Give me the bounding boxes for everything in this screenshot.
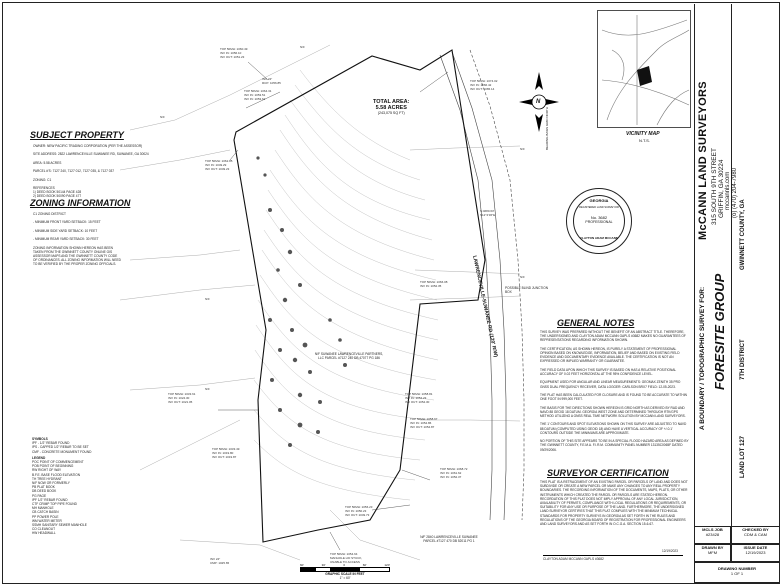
svg-text:INV OUT: 1054.30: INV OUT: 1054.30 (405, 400, 430, 404)
svg-text:UNABLE TO ACCESS: UNABLE TO ACCESS (330, 560, 360, 564)
general-notes-body (540, 330, 690, 452)
svg-text:INV OUT: 1065.14: INV OUT: 1065.14 (470, 87, 495, 91)
svg-text:INV IN: 1049.29: INV IN: 1049.29 (205, 163, 227, 167)
svg-text:INV IN: 1052.35: INV IN: 1052.35 (420, 284, 442, 288)
svg-text:TOP 50MH: 1064.31: TOP 50MH: 1064.31 (244, 89, 272, 93)
svg-text:INV OUT: 1051.23: INV OUT: 1051.23 (220, 55, 245, 59)
scale-tick: 60' (300, 563, 304, 567)
client-name: FORESITE GROUP (712, 273, 727, 390)
seal-name: CLAYTON ADAM MCCANN (579, 236, 619, 240)
issue-date-cell (731, 544, 780, 562)
legend-item: DB DEED BOOK (32, 489, 57, 494)
zoning-note: ZONING INFORMATION SHOWN HEREON HAS BEEN TAKEN FROM THE GWINNETT COUNTY ONLINE GIS ASSESSOR MAPS AND THE GWINNETT COUNTY CODE OF ORDINANCES. ALL ZONING INFORMATION WILL NEED TO BE VERIFIED BY THE PROPER ZONING OFFICIALS. (33, 245, 121, 267)
scale-tick: 0 (343, 563, 345, 567)
legend-item: PB PLAT BOOK (32, 485, 55, 490)
seal-ring-text: REGISTERED LAND SURVEYOR (579, 206, 619, 209)
checked-by-cell (731, 526, 780, 544)
svg-text:S:4680.63': S:4680.63' (480, 209, 495, 213)
svg-text:TOP 50MH: 1054.64: TOP 50MH: 1054.64 (330, 552, 358, 556)
scale-ratio: 1" = 60' (339, 576, 351, 580)
legend-item: B.F.E. BASE FLOOD ELEVATION (32, 472, 81, 477)
scale-title: GRAPHIC SCALE IN FEET (325, 572, 365, 576)
general-note: EQUIPMENT USED FOR ANGULAR AND LINEAR MEASUREMENTS: GEOMAX ZENITH 35 PRO GNSS DUAL FREQUENCY RECEIVER, DATA LOGGER: CARLSON BRX7 FIELD: 12-05-2023. (540, 380, 681, 389)
svg-text:N/F: N/F (520, 147, 525, 151)
svg-text:RCP: 1056.85: RCP: 1056.85 (262, 81, 281, 85)
scale-tick: 30' (321, 563, 326, 567)
general-note: THE 1' CONTOURS AND SPOT ELEVATIONS SHOWN ON THIS SURVEY ARE ADJUSTED TO NAVD 88 DATUM (COMPUTED USING GEOID 18) AND HAVE A VERTICAL ACCURACY OF +/-0.1' CONTOURS OUTSIDE THE MINIMUMS ARE APPROXIMATE. (540, 422, 687, 435)
reference-1: 1) DEED BOOK 50144 PAGE 428 (33, 190, 82, 195)
site-address-line: SITE ADDRESS: 2822 LAWRENCEVILLE SUWANEE RD, SUWANEE, GA 30024 (33, 152, 149, 157)
total-area-sqft: (243,075 SQ FT) (377, 111, 405, 115)
svg-text:INV OUT: 1049.73: INV OUT: 1049.73 (345, 513, 370, 517)
checked-label: CHECKED BY (742, 527, 769, 532)
svg-text:N/F: N/F (205, 387, 210, 391)
reference-2: 2) DEED BOOK 50090 PAGE 477 (33, 194, 82, 199)
svg-text:TOP 50MH: 1033.49: TOP 50MH: 1033.49 (212, 447, 240, 451)
general-note: THE BASIS FOR THE DIRECTIONS SHOWN HEREON IS GRID NORTH AS DERIVED BY RAD AND NAVD 88 GEOID 18 DATUM. GEORGIA WEST ZONE AND DETERMINED THROUGH RTK/GPS METHOD UTILIZING A GNSS REAL TIME NETWORK SOLUTION BY MCCANN LAND SURVEYORS. (540, 405, 686, 419)
topographic-contours (254, 70, 438, 500)
vicinity-map-scale: N.T.S. (639, 138, 650, 143)
svg-text:INV IN: 1050.23: INV IN: 1050.23 (345, 509, 367, 513)
adjoiner-label-1: N/F SUWANEE LAWRENCEVILLE PARTNERS, LLC PARCEL #7127 240 DB 47077 PG 186 (314, 352, 384, 361)
svg-text:INV IN: 1019.80: INV IN: 1019.80 (212, 451, 234, 455)
vicinity-map (597, 10, 691, 128)
svg-text:INV 24": INV 24" (262, 77, 273, 81)
svg-text:TOP 50MH: 1033.61: TOP 50MH: 1033.61 (168, 392, 196, 396)
drawing-label: DRAWING NUMBER (718, 566, 756, 571)
general-note: NO PORTION OF THIS SITE APPEARS TO BE IN A SPECIAL FLOOD HAZARD AREA AS DEFINED BY THE GWINNETT COUNTY, F.E.M.A. F.I.R.M. COMMUNITY PANEL NUMBER 13135C0065F DATED 09/29/2006. (540, 439, 689, 452)
svg-text:TOP 50MH: 1056.23: TOP 50MH: 1056.23 (345, 505, 373, 509)
north-arrow-icon (517, 70, 561, 140)
svg-text:INV OUT: 1054.87: INV OUT: 1054.87 (410, 425, 435, 429)
seal-professional: PROFESSIONAL (585, 220, 613, 224)
drawing-value: 1 OF 1 (730, 571, 744, 576)
svg-text:INV IN: 1052.37: INV IN: 1052.37 (440, 475, 462, 479)
drawn-by-cell (694, 544, 731, 562)
scale-tick: 60' (362, 563, 367, 567)
company-address-1: 315 SOUTH 9TH STREET (711, 148, 718, 225)
svg-text:TOP 50MH: 1062.85: TOP 50MH: 1062.85 (205, 159, 233, 163)
company-phone: (o) (470) 204-7980 (732, 167, 738, 218)
seal-state: GEORGIA (589, 198, 609, 203)
svg-text:INV IN: 1066.42: INV IN: 1066.42 (470, 83, 492, 87)
svg-text:TOP 50MH: 1058.67: TOP 50MH: 1058.67 (410, 417, 438, 421)
subject-property-title: SUBJECT PROPERTY (30, 130, 124, 140)
zoning-district: C1 ZONING DISTRICT (33, 212, 66, 216)
surveyor-certification-title: SURVEYOR CERTIFICATION (547, 468, 669, 478)
bearing-basis-label: BEARING BASIS GRID NORTH (545, 107, 549, 150)
symbol-ipf: IPF - 1/2" REBAR FOUND (32, 441, 70, 446)
svg-text:N/F: N/F (520, 275, 525, 279)
svg-text:INV OUT: 1019.87: INV OUT: 1019.87 (212, 455, 237, 459)
signature-line (543, 555, 683, 556)
vicinity-map-title: VICINITY MAP (626, 131, 660, 137)
drawn-value: MFM (707, 550, 718, 555)
company-address-2: GRIFFIN, GA 30224 (718, 159, 725, 218)
graphic-scale (300, 563, 390, 580)
zoning-line: ZONING: C1 (33, 177, 52, 182)
svg-text:INV IN: 1053.51: INV IN: 1053.51 (244, 93, 266, 97)
zoning-info-title: ZONING INFORMATION (30, 198, 131, 208)
drawn-label: DRAWN BY (701, 545, 724, 550)
svg-text:INV IN: 1054.23: INV IN: 1054.23 (405, 396, 427, 400)
general-note: THIS SURVEY WAS PREPARED WITHOUT THE BENEFIT OF AN ABSTRACT TITLE. THEREFORE, THE UNDERSIGNED AND CLAYTON ADAM MCCANN GAPLS #3682 MAKES NO GUARANTEES OF REPRESENTATIONS REGARDING INFORMATION SHOWN. (540, 330, 686, 343)
svg-text:N/F: N/F (300, 45, 305, 49)
job-number-cell (694, 526, 731, 544)
survey-type: A BOUNDARY / TOPOGRAPHIC SURVEY FOR: (699, 286, 706, 430)
side-setback: - MINIMUM SIDE YARD SETBACK: 10 FEET (33, 228, 98, 233)
svg-text:INV IN: 1056.10: INV IN: 1056.10 (220, 51, 242, 55)
elevation-callouts (168, 47, 498, 565)
total-area-value: 5.58 ACRES (375, 105, 407, 111)
land-lot-label: LAND LOT 127 (740, 435, 746, 478)
legend-item: POC POINT OF COMMENCEMENT (32, 460, 84, 465)
symbol-ips: IPS - CAPPED 1/2" REBAR TO BE SET (32, 445, 89, 450)
parcel-line: PARCEL #'S: 7127 240, 7127 012, 7127 035, & 7127 037 (33, 169, 115, 174)
title-column-divider (731, 4, 732, 526)
seal-number: No. 3682 (590, 215, 608, 220)
legend-item: IPF 1/2" REBAR FOUND (32, 497, 68, 502)
job-value: #23428 (705, 532, 720, 537)
total-area-block (373, 99, 409, 115)
svg-text:INV IN: 1024.30: INV IN: 1024.30 (168, 396, 190, 400)
svg-text:INV OUT: 1021.05: INV OUT: 1021.05 (168, 400, 193, 404)
svg-text:INV IN: 1054.86: INV IN: 1054.86 (410, 421, 432, 425)
signer-name: CLAYTON ADAM MCCANN GAPLS #3682 (543, 557, 604, 561)
total-area-label: TOTAL AREA: (373, 99, 410, 105)
surveyor-seal (566, 188, 632, 254)
legend-item: MH MANHOLE (32, 506, 54, 511)
callout-leaders (218, 62, 448, 550)
rear-setback: - MINIMUM REAR YARD SETBACK: 30 FEET (33, 237, 99, 242)
general-notes-title: GENERAL NOTES (557, 318, 635, 328)
legend-item: POB POINT OF BEGINNING (32, 464, 74, 469)
road-name-label: LAWRENCEVILLE-SUWANEE RD (120' R/W) (471, 255, 499, 358)
svg-text:N/F: N/F (160, 115, 165, 119)
checked-value: CDM & CAM (744, 532, 767, 537)
area-line: AREA: 5.58 ACRES (33, 160, 62, 165)
legend-item: N/F NOW OR FORMERLY (32, 481, 70, 486)
junction-box-label: POSSIBLE BLIND JUNCTION BOX (505, 286, 549, 295)
issue-label: ISSUE DATE (743, 545, 768, 550)
svg-text:TOP 50MH: 1068.72: TOP 50MH: 1068.72 (440, 467, 468, 471)
legend-item: SSMH SANITARY SEWER MANHOLE (32, 523, 87, 528)
svg-text:INV IN: 1061.62: INV IN: 1061.62 (440, 471, 462, 475)
scale-tick: 120' (384, 563, 390, 567)
svg-text:TOP 50MH: 1058.81: TOP 50MH: 1058.81 (405, 392, 433, 396)
general-note: THE PLAT HAS BEEN CALCULATED FOR CLOSURE AND IS FOUND TO BE ACCURATE TO WITHIN ONE FOOT IN 999,000 FEET. (540, 393, 687, 402)
legend-item: PP POWER POLE (32, 514, 59, 519)
svg-text:S12°4'36"E: S12°4'36"E (480, 213, 496, 217)
svg-text:INV 24": INV 24" (210, 557, 221, 561)
front-setback: - MINIMUM FRONT YARD SETBACK: 15 FEET (33, 220, 101, 225)
legend-item: PG PAGE (32, 493, 47, 498)
company-website: mccannls.com (725, 171, 731, 210)
legend-item: CB CATCH BASIN (32, 510, 59, 515)
certification-date: 12/19/2023 (662, 549, 678, 553)
legend-heading: LEGEND (32, 455, 46, 460)
svg-text:CMP: 1025.65: CMP: 1025.65 (210, 561, 230, 565)
svg-text:INV OUT: 1049.23: INV OUT: 1049.23 (205, 167, 230, 171)
north-label: N (536, 99, 541, 105)
adjoining-parcel-lines (120, 45, 520, 560)
references-heading: REFERENCES (33, 186, 55, 191)
owner-line: OWNER: NEW PACIFIC TRADING CORPORATION (PER THE ASSESSOR) (33, 144, 143, 148)
legend-item: RW RIGHT OF WAY (32, 468, 62, 473)
svg-text:INV IN: 1053.61: INV IN: 1053.61 (244, 97, 266, 101)
certification-text: THIS PLAT IS A RETRACEMENT OF AN EXISTING PARCEL OR PARCELS OF LAND AND DOES NOT SUBDIVIDE OR CREATE A NEW PARCEL OR MAKE ANY CHANGES TO ANY REAL PROPERTY BOUNDARIES. THE RECORDING INFORMATION OF THE DOCUMENTS, MAPS, PLATS, OR OTHER INSTRUMENTS WHICH CREATED THE PARCEL OR PARCELS ARE STATED HEREON. RECORDATION OF THIS PLAT DOES NOT IMPLY APPROVAL OF ANY LOCAL JURISDICTION, AVAILABILITY OF PERMITS, COMPLIANCE WITH LOCAL REGULATIONS OR REQUIREMENTS, OR SUITABILITY FOR ANY USE OR PURPOSE OF THE LAND. FURTHERMORE, THE UNDERSIGNED LAND SURVEYOR CERTIFIES THAT THIS PLAT COMPLIES WITH THE MINIMUM TECHNICAL STANDARDS FOR PROPERTY SURVEYS IN GEORGIA AS SET FORTH IN THE RULES AND REGULATIONS OF THE GEORGIA BOARD OF REGISTRATION FOR PROFESSIONAL ENGINEERS AND LAND SURVEYORS AND AS SET FORTH IN O.C.G.A. SECTION 15-6-67. (540, 480, 688, 527)
general-note: THE CERTIFICATION, AS SHOWN HEREON, IS PURELY A STATEMENT OF PROFESSIONAL OPINION BASED ON KNOWLEDGE, INFORMATION, BELIEF AND BASED ON EXISTING FIELD EVIDENCE AND DOCUMENTARY EVIDENCE AVAILABLE. THE CERTIFICATION IS NOT AN EXPRESSED OR IMPLIED WARRANTY OR GUARANTEE. (540, 346, 680, 364)
symbols-heading: SYMBOLS (32, 437, 48, 441)
general-note: THE FIELD DATA UPON WHICH THIS SURVEY IS BASED ON HAS A RELATIVE POSITIONAL ACCURACY OF 0.02 FEET HORIZONTAL AT THE 95% CONFIDENCE LEVEL. (540, 367, 677, 377)
legend-item: CTF CRIMP TOP PIPE FOUND (32, 502, 77, 507)
svg-text:TOP 50MH: 1074.02: TOP 50MH: 1074.02 (470, 79, 498, 83)
svg-text:TOP 50MH: 1060.49: TOP 50MH: 1060.49 (220, 47, 248, 51)
legend-item: HW HEADWALL (32, 531, 56, 536)
svg-text:N/F: N/F (205, 297, 210, 301)
adjoiner-labels (160, 45, 525, 391)
legend-item: WM WATER METER (32, 518, 62, 523)
county-label: GWINNETT COUNTY, GA (740, 199, 746, 270)
title-column-divider (694, 4, 695, 582)
company-name: McCANN LAND SURVEYORS (697, 81, 709, 240)
issue-value: 12/19/2023 (745, 550, 766, 555)
legend-item: TH TREE HYDRANT (32, 476, 62, 481)
job-label: MCLS JOB (702, 527, 723, 532)
svg-text:MANHOLE LID STUCK,: MANHOLE LID STUCK, (330, 556, 363, 560)
adjoiner-label-2: N/F 2840 LAWRENCEVILLE SUWANEE PARCEL #7127 470 DB 52011 PG 1 (420, 535, 478, 544)
drawing-number-cell (694, 562, 780, 583)
legend-item: CO CLEANOUT (32, 527, 56, 532)
district-label: 7TH DISTRICT (740, 339, 746, 380)
svg-text:TOP 50MH: 1066.08: TOP 50MH: 1066.08 (420, 280, 448, 284)
symbol-cmf: CMF - CONCRETE MONUMENT FOUND (32, 449, 92, 454)
